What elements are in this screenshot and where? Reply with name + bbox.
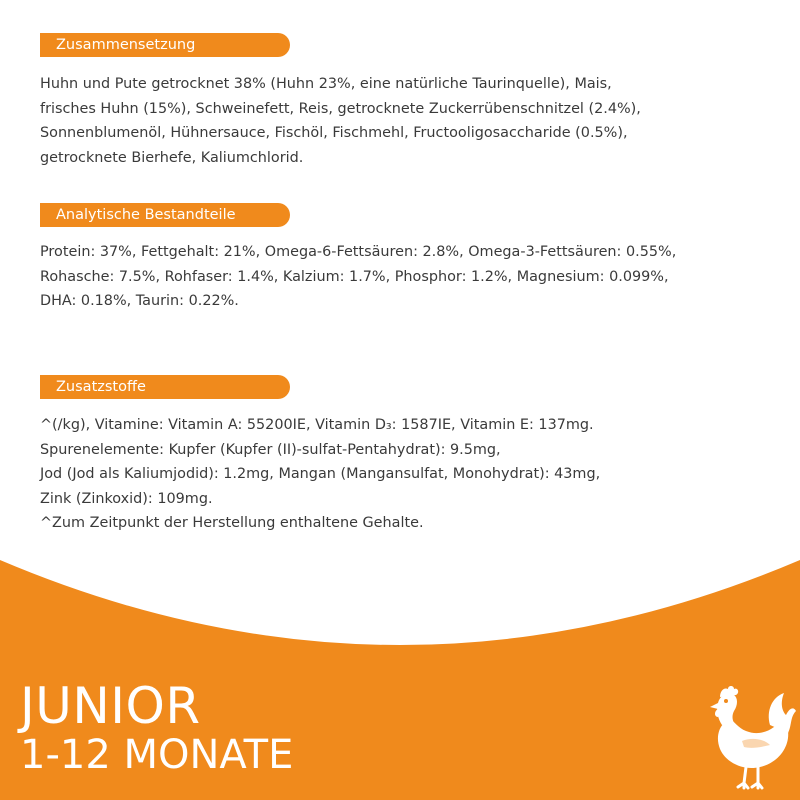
text-line: Huhn und Pute getrocknet 38% (Huhn 23%, eine natürliche Taurinquelle), Mais, xyxy=(40,76,612,92)
section-header-zusammensetzung: Zusammensetzung xyxy=(40,33,290,57)
text-line: Rohasche: 7.5%, Rohfaser: 1.4%, Kalzium: 1.7%, Phosphor: 1.2%, Magnesium: 0.099%, xyxy=(40,268,669,285)
section-header-zusatzstoffe: Zusatzstoffe xyxy=(40,375,290,399)
section-body-zusatzstoffe xyxy=(40,413,770,536)
text-line: Spurenelemente: Kupfer (Kupfer (II)-sulfat-Pentahydrat): 9.5mg, xyxy=(40,441,501,458)
text-line: DHA: 0.18%, Taurin: 0.22%. xyxy=(40,293,239,309)
text-line: getrocknete Bierhefe, Kaliumchlorid. xyxy=(40,149,304,166)
product-age-range: 1-12 MONATE xyxy=(20,732,294,778)
text-line: Zink (Zinkoxid): 109mg. xyxy=(40,490,213,507)
text-line: ^Zum Zeitpunkt der Herstellung enthaltene Gehalte. xyxy=(40,515,424,531)
text-line: frisches Huhn (15%), Schweinefett, Reis, getrocknete Zuckerrübenschnitzel (2.4%), xyxy=(40,100,641,117)
section-header-analytische-bestandteile: Analytische Bestandteile xyxy=(40,203,290,227)
section-body-analytische-bestandteile xyxy=(40,240,770,314)
text-line: Jod (Jod als Kaliumjodid): 1.2mg, Mangan (Mangansulfat, Monohydrat): 43mg, xyxy=(40,466,601,482)
section-body-zusammensetzung xyxy=(40,72,770,170)
text-line: Sonnenblumenöl, Hühnersauce, Fischöl, Fischmehl, Fructooligosaccharide (0.5%), xyxy=(40,125,628,141)
chicken-icon xyxy=(700,685,796,790)
text-line: ^(/kg), Vitamine: Vitamin A: 55200IE, Vitamin D₃: 1587IE, Vitamin E: 137mg. xyxy=(40,417,594,433)
product-title: JUNIOR xyxy=(20,677,201,735)
text-line: Protein: 37%, Fettgehalt: 21%, Omega-6-Fettsäuren: 2.8%, Omega-3-Fettsäuren: 0.55%, xyxy=(40,244,677,260)
